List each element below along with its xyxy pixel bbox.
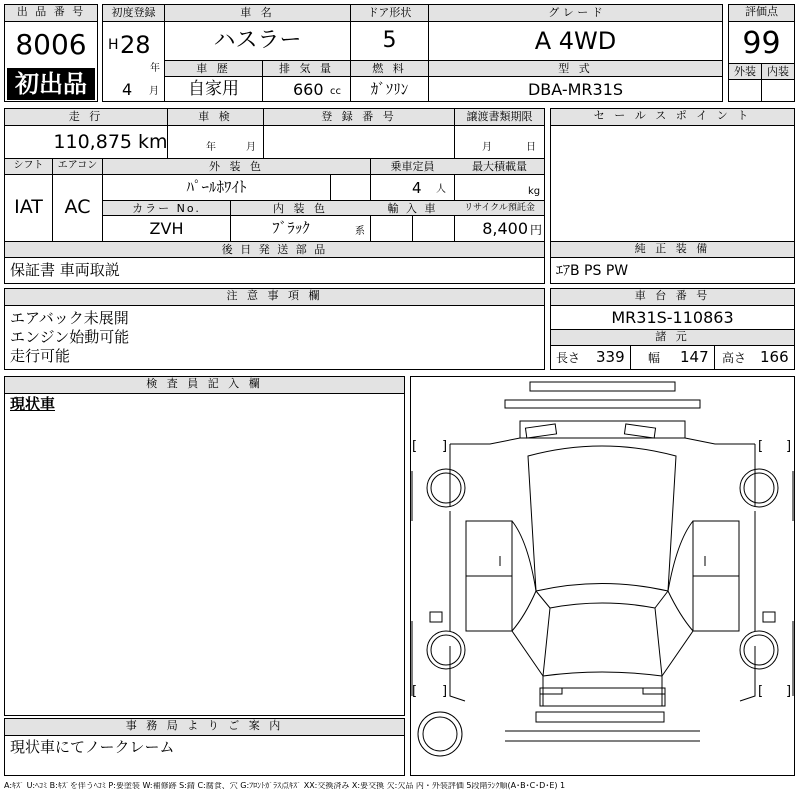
aircon-label: エアコン [57, 160, 98, 171]
history-value: 自家用 [188, 79, 239, 99]
car-name-value: ハスラー [213, 28, 302, 53]
color-no-label: カラー No. [132, 202, 201, 215]
diagram-bracket-left-top: [ [412, 439, 418, 454]
first-reg-month-unit: 月 [149, 86, 159, 97]
first-reg-label: 初度登録 [111, 6, 156, 19]
length-value: 339 [596, 348, 625, 366]
capacity-label: 乗車定員 [390, 160, 435, 173]
inspector-block [4, 376, 405, 716]
fuel-label: 燃 料 [372, 62, 407, 75]
sales-point-label: セ ー ル ス ポ イ ン ト [551, 109, 794, 126]
inspection-label: 車 検 [198, 110, 233, 123]
model-code-label: 型 式 [558, 62, 593, 75]
door-value: 5 [382, 28, 397, 53]
max-load-label: 最大積載量 [472, 160, 527, 173]
fuel-value: ｶﾞｿﾘﾝ [370, 80, 409, 98]
exterior-score-label: 外装 [734, 65, 756, 78]
notes-line-3: 走行可能 [10, 347, 71, 365]
width-label: 幅 [648, 351, 661, 365]
first-reg-year-unit: 年 [150, 63, 160, 74]
transfer-deadline-label: 譲渡書類期限 [466, 110, 533, 123]
displacement-label: 排 気 量 [279, 62, 334, 75]
interior-color-label: 内 装 色 [273, 202, 328, 215]
capacity-value: 4 [412, 179, 422, 197]
office-value: 現状車にてノークレーム [10, 738, 175, 756]
legend-text: A:ｷｽﾞ U:ﾍｺﾐ B:ｷｽﾞを伴うﾍｺﾐ P:要塗装 W:補修跡 S:錆 C:腐食、穴 G:ﾌﾛﾝﾄｶﾞﾗｽ点ｷｽﾞ XX:交換済み X:要交換 欠:欠品 内・外装評価 5段階ﾗﾝｸ順(A･B･C･D･E) 1 [4, 782, 566, 790]
first-reg-era: H [108, 37, 119, 53]
exterior-color-label: 外 装 色 [209, 160, 264, 173]
history-label: 車 歴 [196, 62, 231, 75]
capacity-unit: 人 [436, 184, 446, 195]
diagram-bracket-left-bottom-r: [ [758, 684, 764, 699]
inspection-month-unit: 月 [246, 142, 256, 153]
aircon-value: AC [64, 196, 91, 218]
exterior-color-value: ﾊﾟｰﾙﾎﾜｲﾄ [186, 178, 247, 196]
first-reg-year: 28 [120, 31, 151, 59]
recycle-unit: 円 [530, 223, 543, 237]
chassis-value: MR31S-110863 [611, 308, 734, 327]
mileage-label: 走 行 [68, 110, 104, 123]
dimensions-label: 諸 元 [551, 330, 794, 346]
lot-label: 出 品 番 号 [5, 5, 97, 22]
chassis-label: 車 台 番 号 [551, 289, 794, 306]
color-no-value: ZVH [149, 219, 184, 238]
lot-box [4, 4, 98, 102]
recycle-value: 8,400 [482, 219, 528, 238]
score-label: 評価点 [729, 5, 794, 22]
mileage-value: 110,875 [53, 131, 132, 153]
diagram-bracket-left-top-r: [ [758, 439, 764, 454]
import-label: 輸 入 車 [387, 202, 438, 215]
equipment-value: ｴｱB PS PW [556, 263, 629, 279]
car-damage-diagram [410, 376, 795, 776]
height-value: 166 [760, 348, 789, 366]
grade-value: A 4WD [534, 27, 617, 55]
grade-label: グ レ ー ド [548, 6, 603, 19]
interior-color-suffix: 系 [355, 226, 365, 237]
width-value: 147 [680, 348, 709, 366]
first-reg-month: 4 [122, 80, 133, 99]
max-load-unit: kg [528, 186, 541, 197]
mileage-unit: km [138, 131, 168, 153]
inspector-label: 検 査 員 記 入 欄 [5, 377, 404, 394]
accessories-value: 保証書 車両取説 [10, 261, 120, 279]
notes-line-2: エンジン始動可能 [10, 328, 130, 346]
diagram-bracket-left-bottom: [ [412, 684, 418, 699]
interior-color-value: ﾌﾞﾗｯｸ [272, 219, 310, 237]
score-value: 99 [742, 26, 781, 61]
displacement-unit: cc [330, 86, 341, 97]
recycle-label: リサイクル預託金 [464, 203, 535, 213]
diagram-bracket-right-bottom: ] [442, 684, 448, 699]
diagram-bracket-right-bottom-r: ] [786, 684, 792, 699]
accessories-label: 後 日 発 送 部 品 [221, 243, 328, 256]
equipment-label: 純 正 装 備 [551, 242, 794, 258]
transfer-month-unit: 月 [482, 142, 492, 153]
diagram-bracket-right-top-r: ] [786, 439, 792, 454]
lot-number: 8006 [15, 28, 87, 61]
height-label: 高さ [722, 351, 747, 365]
inspection-year-unit: 年 [206, 142, 216, 153]
model-code-value: DBA-MR31S [527, 80, 624, 99]
notes-label: 注 意 事 項 欄 [5, 289, 544, 306]
inspector-value: 現状車 [10, 395, 56, 413]
shift-value: IAT [14, 196, 43, 218]
notes-line-1: エアバック未展開 [10, 309, 129, 327]
shift-label: シフト [13, 160, 44, 171]
diagram-bracket-right-top: ] [442, 439, 448, 454]
length-label: 長さ [556, 351, 581, 365]
door-label: ドア形状 [367, 6, 412, 19]
score-box [728, 4, 795, 102]
transfer-day-unit: 日 [526, 142, 536, 153]
displacement-value: 660 [293, 80, 324, 99]
office-label: 事 務 局 よ り ご 案 内 [5, 719, 404, 736]
interior-score-label: 内装 [767, 65, 789, 78]
registration-label: 登 録 番 号 [321, 110, 397, 123]
car-name-label: 車 名 [240, 6, 275, 19]
first-listing-badge: 初出品 [7, 68, 95, 100]
